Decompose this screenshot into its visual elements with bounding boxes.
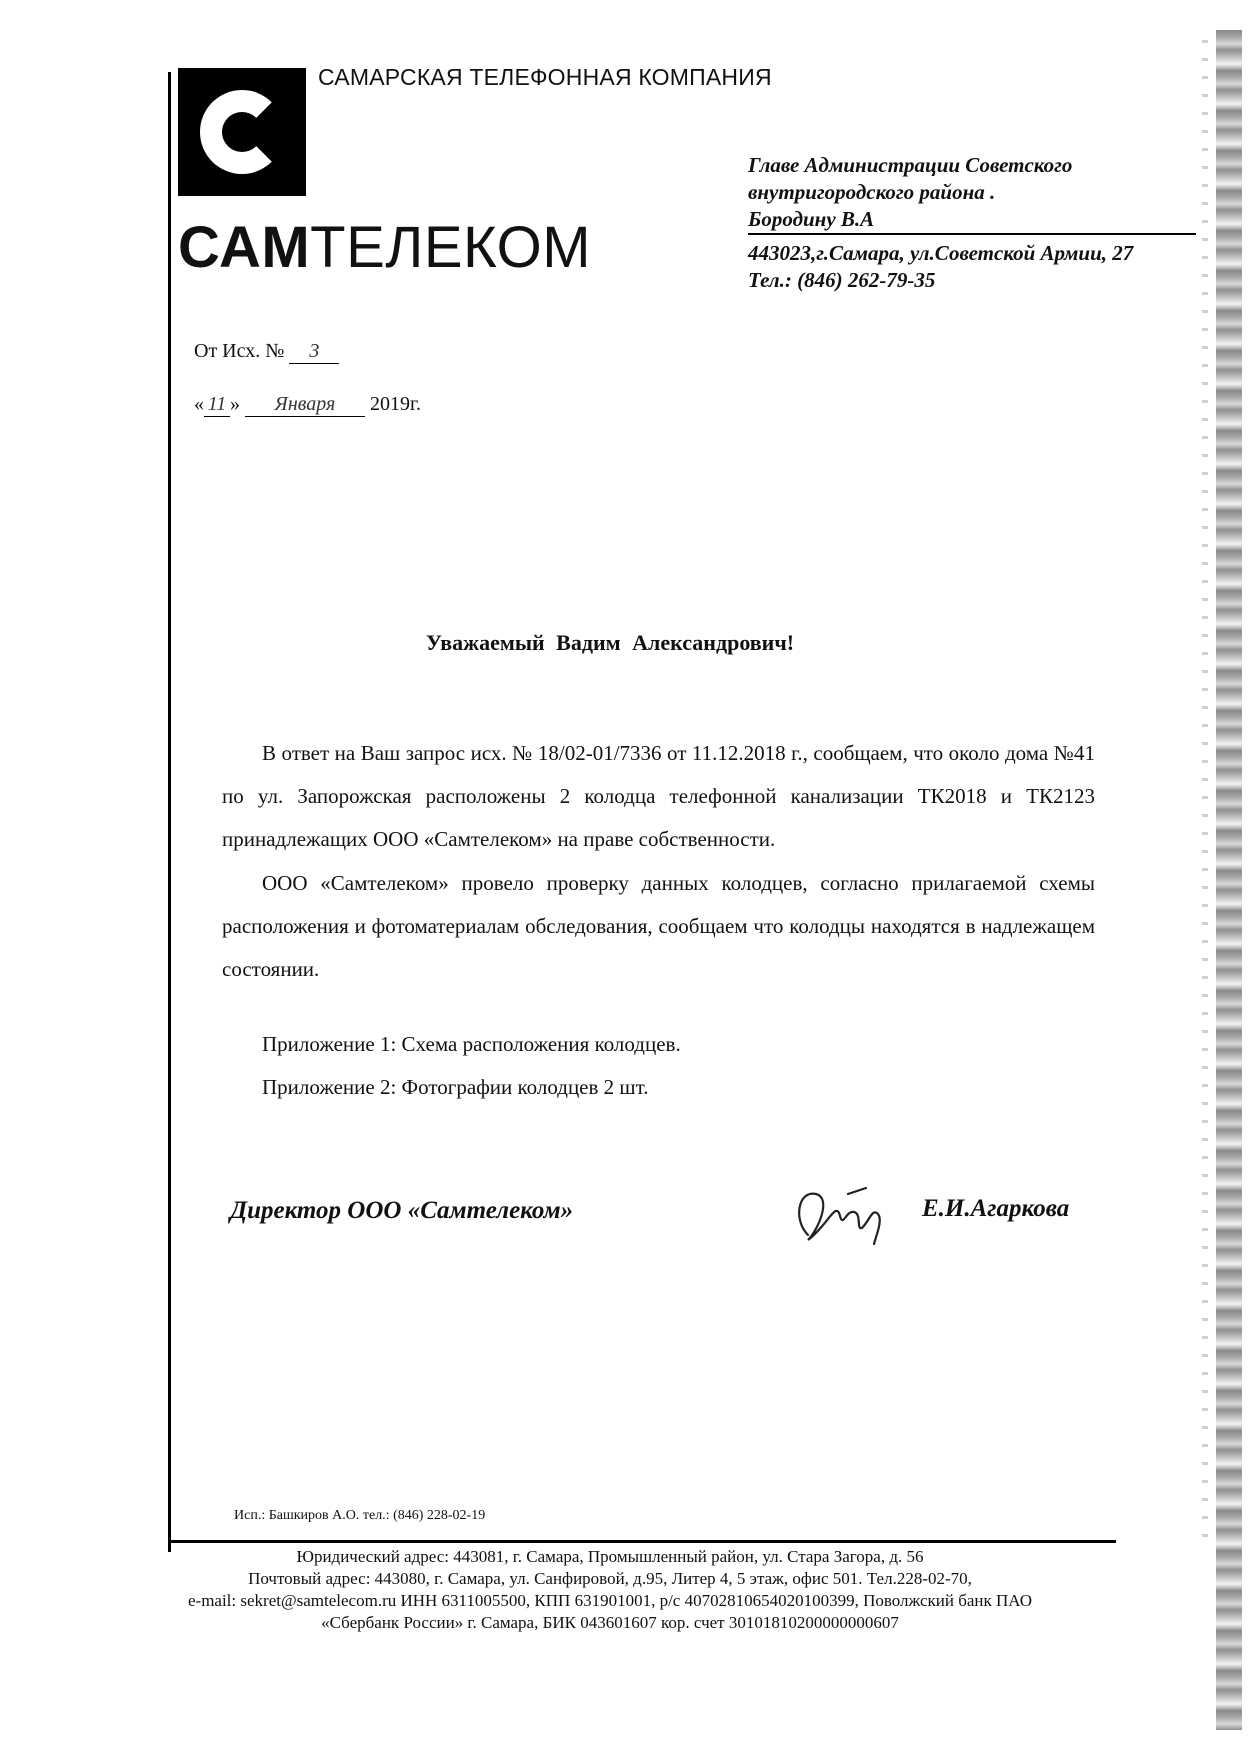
- brand-wordmark-thin: ТЕЛЕКОМ: [310, 215, 592, 280]
- signatory-position: Директор ООО «Самтелеком»: [230, 1197, 574, 1224]
- recipient-address: 443023,г.Самара, ул.Советской Армии, 27: [748, 241, 1134, 265]
- footer-line-4: «Сбербанк России» г. Самара, БИК 043601607 кор. счет 30101810200000000607: [321, 1613, 899, 1632]
- recipient-name: Бородину В.А: [748, 206, 874, 235]
- recipient-line-1: Главе Администрации Советского: [748, 153, 1073, 177]
- handwritten-signature: [788, 1180, 898, 1250]
- attachment-1: Приложение 1: Схема расположения колодцев.: [262, 1032, 681, 1056]
- date-close-quote: »: [230, 393, 240, 415]
- attachment-2: Приложение 2: Фотографии колодцев 2 шт.: [262, 1075, 649, 1099]
- recipient-phone: Тел.: (846) 262-79-35: [748, 268, 936, 292]
- outgoing-number-label: От Исх. №: [194, 340, 285, 362]
- letter-date: [194, 393, 421, 417]
- date-day: 11: [204, 393, 230, 417]
- date-month: Января: [245, 393, 365, 417]
- recipient-rule: [748, 233, 1196, 235]
- footer-line-3: e-mail: sekret@samtelecom.ru ИНН 6311005500, КПП 631901001, р/с 40702810654020100399, Поволжский банк ПАО: [187, 1591, 1033, 1610]
- brand-wordmark-bold: САМ: [178, 215, 311, 280]
- outgoing-number-value: 3: [289, 340, 339, 364]
- scan-edge-artifact: [1216, 30, 1242, 1730]
- footer-line-2: Почтовый адрес: 443080, г. Самара, ул. Санфировой, д.95, Литер 4, 5 этаж, офис 501. Тел.228-02-70,: [248, 1569, 972, 1588]
- body-paragraph-2: ООО «Самтелеком» провело проверку данных колодцев, согласно прилагаемой схемы расположения и фотоматериалам обследования, сообщаем что колодцы находятся в надлежащем состоянии.: [222, 871, 1095, 981]
- letterhead-vertical-rule: [168, 72, 171, 1552]
- footer-requisites: [90, 1546, 1130, 1634]
- footer-line-1: Юридический адрес: 443081, г. Самара, Промышленный район, ул. Стара Загора, д. 56: [296, 1547, 924, 1566]
- footer-rule: [168, 1540, 1116, 1543]
- date-open-quote: «: [194, 393, 204, 415]
- salutation: Уважаемый Вадим Александрович!: [425, 630, 795, 655]
- logo-c-shape: [200, 90, 284, 174]
- recipient-line-2: внутригородского района .: [748, 180, 996, 204]
- company-full-name: САМАРСКАЯ ТЕЛЕФОННАЯ КОМПАНИЯ: [318, 64, 772, 90]
- recipient-block: [748, 152, 1133, 294]
- signatory-name: Е.И.Агаркова: [922, 1195, 1070, 1222]
- body-paragraph-1: В ответ на Ваш запрос исх. № 18/02-01/7336 от 11.12.2018 г., сообщаем, что около дома №41 по ул. Запорожская расположены 2 колодца телефонной канализации ТК2018 и ТК2123 принадлежащих ООО «Самтелеком» на праве собственности.: [222, 741, 1095, 851]
- executor-contact: Исп.: Башкиров А.О. тел.: (846) 228-02-19: [234, 1508, 486, 1523]
- brand-wordmark: [178, 214, 591, 281]
- outgoing-number: [194, 340, 339, 364]
- company-logo: [178, 68, 306, 196]
- scan-streak-artifact: [1202, 40, 1208, 1540]
- date-year: 2019г.: [370, 393, 421, 415]
